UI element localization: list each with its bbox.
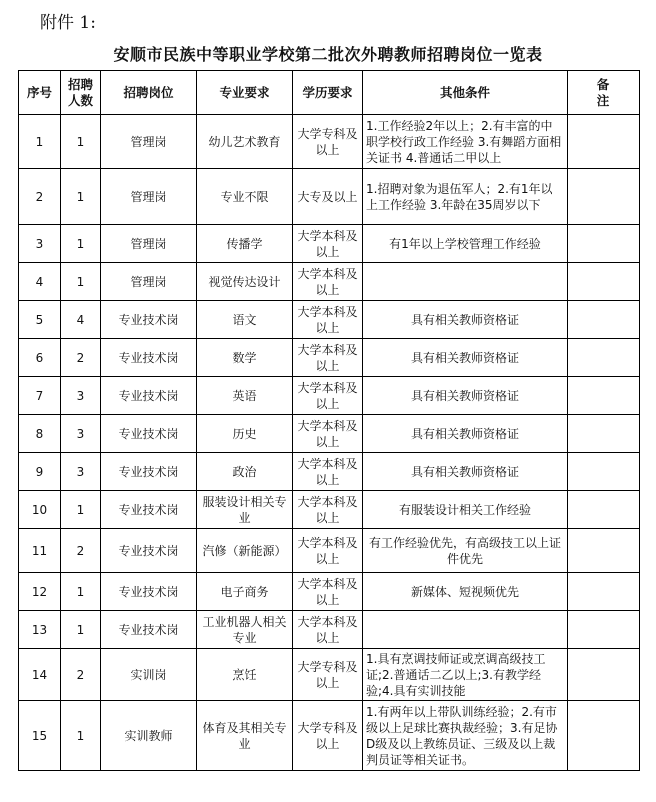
header-count: 招聘人数	[61, 71, 101, 115]
cell-seq: 6	[19, 339, 61, 377]
cell-note	[568, 453, 640, 491]
cell-count: 1	[61, 115, 101, 169]
cell-position: 专业技术岗	[101, 611, 197, 649]
cell-count: 1	[61, 225, 101, 263]
cell-education: 大学本科及以上	[293, 415, 363, 453]
cell-note	[568, 415, 640, 453]
cell-position: 实训教师	[101, 701, 197, 771]
cell-position: 管理岗	[101, 169, 197, 225]
cell-seq: 8	[19, 415, 61, 453]
header-position: 招聘岗位	[101, 71, 197, 115]
cell-seq: 12	[19, 573, 61, 611]
cell-education: 大专及以上	[293, 169, 363, 225]
cell-conditions: 1.具有烹调技师证或烹调高级技工证;2.普通话二乙以上;3.有教学经验;4.具有实训技能	[363, 649, 568, 701]
table-row	[19, 263, 640, 301]
cell-count: 1	[61, 169, 101, 225]
header-major: 专业要求	[197, 71, 293, 115]
cell-note	[568, 573, 640, 611]
cell-conditions: 具有相关教师资格证	[363, 301, 568, 339]
cell-seq: 10	[19, 491, 61, 529]
cell-note	[568, 611, 640, 649]
cell-conditions: 有工作经验优先，有高级技工以上证件优先	[363, 529, 568, 573]
table-row	[19, 491, 640, 529]
cell-seq: 4	[19, 263, 61, 301]
cell-conditions: 1.有两年以上带队训练经验；2.有市级以上足球比赛执裁经验；3.有足协D级及以上教练员证、三级及以上裁判员证等相关证书。	[363, 701, 568, 771]
cell-count: 1	[61, 491, 101, 529]
cell-note	[568, 529, 640, 573]
cell-major: 专业不限	[197, 169, 293, 225]
cell-count: 2	[61, 649, 101, 701]
cell-education: 大学专科及以上	[293, 701, 363, 771]
cell-position: 专业技术岗	[101, 453, 197, 491]
cell-note	[568, 339, 640, 377]
cell-seq: 9	[19, 453, 61, 491]
cell-seq: 3	[19, 225, 61, 263]
cell-note	[568, 115, 640, 169]
cell-education: 大学本科及以上	[293, 491, 363, 529]
attachment-label: 附件 1:	[40, 13, 96, 33]
cell-position: 专业技术岗	[101, 301, 197, 339]
cell-note	[568, 301, 640, 339]
cell-count: 2	[61, 529, 101, 573]
cell-education: 大学本科及以上	[293, 301, 363, 339]
cell-conditions: 1.工作经验2年以上；2.有丰富的中职学校行政工作经验 3.有舞蹈方面相关证书 4.普通话二甲以上	[363, 115, 568, 169]
cell-count: 3	[61, 453, 101, 491]
cell-seq: 13	[19, 611, 61, 649]
header-conditions: 其他条件	[363, 71, 568, 115]
cell-conditions	[363, 263, 568, 301]
cell-position: 管理岗	[101, 115, 197, 169]
table-header-row	[19, 71, 640, 115]
table-row	[19, 649, 640, 701]
cell-major: 视觉传达设计	[197, 263, 293, 301]
cell-major: 汽修（新能源）	[197, 529, 293, 573]
table-row	[19, 377, 640, 415]
header-education: 学历要求	[293, 71, 363, 115]
header-seq: 序号	[19, 71, 61, 115]
cell-conditions	[363, 611, 568, 649]
cell-education: 大学本科及以上	[293, 611, 363, 649]
cell-seq: 15	[19, 701, 61, 771]
cell-education: 大学专科及以上	[293, 115, 363, 169]
cell-seq: 14	[19, 649, 61, 701]
cell-education: 大学本科及以上	[293, 573, 363, 611]
cell-note	[568, 701, 640, 771]
cell-seq: 11	[19, 529, 61, 573]
cell-major: 语文	[197, 301, 293, 339]
cell-count: 1	[61, 573, 101, 611]
cell-position: 专业技术岗	[101, 415, 197, 453]
table-row	[19, 301, 640, 339]
table-row	[19, 611, 640, 649]
cell-conditions: 具有相关教师资格证	[363, 339, 568, 377]
cell-note	[568, 225, 640, 263]
cell-count: 1	[61, 701, 101, 771]
cell-conditions: 有服装设计相关工作经验	[363, 491, 568, 529]
cell-count: 4	[61, 301, 101, 339]
cell-count: 2	[61, 339, 101, 377]
cell-note	[568, 169, 640, 225]
cell-count: 1	[61, 263, 101, 301]
cell-major: 数学	[197, 339, 293, 377]
cell-conditions: 具有相关教师资格证	[363, 453, 568, 491]
cell-education: 大学本科及以上	[293, 377, 363, 415]
table-row	[19, 169, 640, 225]
cell-note	[568, 649, 640, 701]
cell-seq: 5	[19, 301, 61, 339]
cell-conditions: 有1年以上学校管理工作经验	[363, 225, 568, 263]
cell-position: 专业技术岗	[101, 339, 197, 377]
cell-major: 服装设计相关专业	[197, 491, 293, 529]
cell-position: 实训岗	[101, 649, 197, 701]
cell-note	[568, 377, 640, 415]
cell-position: 专业技术岗	[101, 491, 197, 529]
cell-major: 幼儿艺术教育	[197, 115, 293, 169]
cell-major: 烹饪	[197, 649, 293, 701]
cell-position: 专业技术岗	[101, 377, 197, 415]
cell-conditions: 具有相关教师资格证	[363, 377, 568, 415]
cell-count: 1	[61, 611, 101, 649]
cell-count: 3	[61, 415, 101, 453]
cell-conditions: 具有相关教师资格证	[363, 415, 568, 453]
header-note: 备 注	[568, 71, 640, 115]
cell-education: 大学本科及以上	[293, 529, 363, 573]
cell-education: 大学本科及以上	[293, 225, 363, 263]
cell-position: 管理岗	[101, 263, 197, 301]
cell-major: 传播学	[197, 225, 293, 263]
cell-major: 英语	[197, 377, 293, 415]
cell-position: 专业技术岗	[101, 529, 197, 573]
cell-conditions: 1.招聘对象为退伍军人；2.有1年以上工作经验 3.年龄在35周岁以下	[363, 169, 568, 225]
cell-seq: 2	[19, 169, 61, 225]
cell-position: 专业技术岗	[101, 573, 197, 611]
table-row	[19, 339, 640, 377]
table-row	[19, 529, 640, 573]
page-title: 安顺市民族中等职业学校第二批次外聘教师招聘岗位一览表	[113, 45, 543, 64]
cell-major: 体育及其相关专业	[197, 701, 293, 771]
cell-major: 电子商务	[197, 573, 293, 611]
cell-major: 历史	[197, 415, 293, 453]
cell-major: 政治	[197, 453, 293, 491]
cell-major: 工业机器人相关专业	[197, 611, 293, 649]
cell-note	[568, 263, 640, 301]
table-row	[19, 573, 640, 611]
cell-count: 3	[61, 377, 101, 415]
cell-position: 管理岗	[101, 225, 197, 263]
cell-education: 大学本科及以上	[293, 263, 363, 301]
table-row	[19, 415, 640, 453]
cell-education: 大学本科及以上	[293, 453, 363, 491]
cell-note	[568, 491, 640, 529]
table-row	[19, 225, 640, 263]
cell-seq: 7	[19, 377, 61, 415]
cell-education: 大学本科及以上	[293, 339, 363, 377]
cell-education: 大学专科及以上	[293, 649, 363, 701]
cell-conditions: 新媒体、短视频优先	[363, 573, 568, 611]
table-row	[19, 115, 640, 169]
table-row	[19, 701, 640, 771]
table-row	[19, 453, 640, 491]
cell-seq: 1	[19, 115, 61, 169]
recruitment-table	[18, 70, 640, 771]
